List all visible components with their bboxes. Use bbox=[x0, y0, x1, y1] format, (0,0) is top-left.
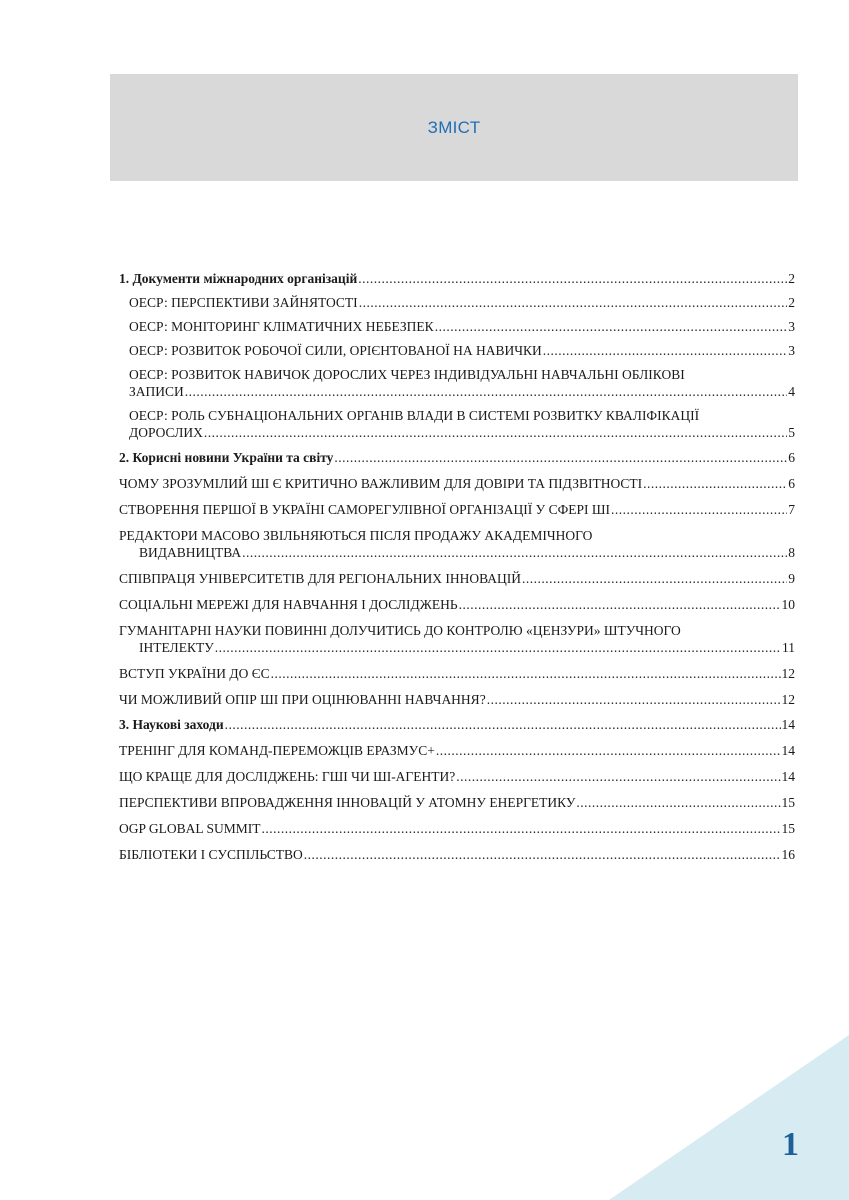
dot-leader bbox=[459, 596, 781, 613]
page-title: ЗМІСТ bbox=[427, 118, 481, 137]
toc-entry[interactable] bbox=[119, 846, 795, 863]
toc-entry[interactable] bbox=[119, 407, 795, 441]
toc-entry-title: ІНТЕЛЕКТУ bbox=[139, 640, 214, 655]
toc-page-number: 4 bbox=[788, 384, 795, 399]
toc-entry-title: СПІВПРАЦЯ УНІВЕРСИТЕТІВ ДЛЯ РЕГІОНАЛЬНИХ ІННОВАЦІЙ bbox=[119, 571, 521, 586]
dot-leader bbox=[436, 742, 781, 759]
toc-page-number: 15 bbox=[781, 795, 795, 810]
toc-entry-title: СОЦІАЛЬНІ МЕРЕЖІ ДЛЯ НАВЧАННЯ І ДОСЛІДЖЕНЬ bbox=[119, 597, 458, 612]
toc-entry-title: OGP GLOBAL SUMMIT bbox=[119, 821, 261, 836]
toc-entry-title: ТРЕНІНГ ДЛЯ КОМАНД-ПЕРЕМОЖЦІВ ЕРАЗМУС+ bbox=[119, 743, 435, 758]
toc-entry-title: ЗАПИСИ bbox=[129, 384, 184, 399]
dot-leader bbox=[271, 665, 781, 682]
toc-page-number: 7 bbox=[788, 502, 795, 517]
toc-entry-title: ЧИ МОЖЛИВИЙ ОПІР ШІ ПРИ ОЦІНЮВАННІ НАВЧАННЯ? bbox=[119, 692, 486, 707]
toc-page-number: 6 bbox=[788, 450, 795, 465]
toc-entry-title: ОЕСР: ПЕРСПЕКТИВИ ЗАЙНЯТОСТІ bbox=[129, 295, 358, 310]
dot-leader bbox=[304, 846, 781, 863]
toc-entry-title: ЧОМУ ЗРОЗУМІЛИЙ ШІ Є КРИТИЧНО ВАЖЛИВИМ ДЛЯ ДОВІРИ ТА ПІДЗВІТНОСТІ bbox=[119, 476, 643, 491]
dot-leader bbox=[522, 570, 787, 587]
toc-entry[interactable] bbox=[119, 342, 795, 359]
toc-entry-title: ОЕСР: РОЗВИТОК РОБОЧОЇ СИЛИ, ОРІЄНТОВАНОЇ НА НАВИЧКИ bbox=[129, 343, 542, 358]
toc-entry[interactable] bbox=[119, 691, 795, 708]
toc-entry[interactable] bbox=[119, 449, 795, 466]
toc-page-number: 15 bbox=[781, 821, 795, 836]
toc-page-number: 9 bbox=[788, 571, 795, 586]
dot-leader bbox=[611, 501, 787, 518]
toc-entry[interactable] bbox=[119, 475, 795, 492]
toc-entry[interactable] bbox=[119, 768, 795, 785]
dot-leader bbox=[334, 449, 787, 466]
toc-entry[interactable] bbox=[119, 596, 795, 613]
toc-page-number: 3 bbox=[788, 319, 795, 334]
dot-leader bbox=[456, 768, 780, 785]
toc-page-number: 14 bbox=[781, 717, 795, 732]
toc-entry[interactable] bbox=[119, 570, 795, 587]
toc-entry-title: ВСТУП УКРАЇНИ ДО ЄС bbox=[119, 666, 270, 681]
dot-leader bbox=[487, 691, 781, 708]
dot-leader bbox=[643, 475, 787, 492]
toc-entry-title: ПЕРСПЕКТИВИ ВПРОВАДЖЕННЯ ІННОВАЦІЙ У АТОМНУ ЕНЕРГЕТИКУ bbox=[119, 795, 576, 810]
toc-entry[interactable] bbox=[119, 665, 795, 682]
dot-leader bbox=[543, 342, 788, 359]
toc-entry-title: ГУМАНІТАРНІ НАУКИ ПОВИННІ ДОЛУЧИТИСЬ ДО КОНТРОЛЮ «ЦЕНЗУРИ» ШТУЧНОГО bbox=[119, 623, 681, 638]
page-number: 1 bbox=[782, 1126, 799, 1163]
toc-entry-title: 3. Наукові заходи bbox=[119, 717, 224, 732]
toc-page-number: 12 bbox=[781, 692, 795, 707]
toc-entry-title: ДОРОСЛИХ bbox=[129, 425, 203, 440]
dot-leader bbox=[215, 639, 781, 656]
toc-page-number: 14 bbox=[781, 769, 795, 784]
toc-entry-title: РЕДАКТОРИ МАСОВО ЗВІЛЬНЯЮТЬСЯ ПІСЛЯ ПРОДАЖУ АКАДЕМІЧНОГО bbox=[119, 528, 593, 543]
toc-entry-title: ОЕСР: РОЗВИТОК НАВИЧОК ДОРОСЛИХ ЧЕРЕЗ ІНДИВІДУАЛЬНІ НАВЧАЛЬНІ ОБЛІКОВІ bbox=[129, 367, 685, 382]
toc-entry[interactable] bbox=[119, 622, 795, 656]
toc-entry[interactable] bbox=[119, 294, 795, 311]
dot-leader bbox=[576, 794, 780, 811]
toc-entry[interactable] bbox=[119, 716, 795, 733]
toc-page-number: 6 bbox=[788, 476, 795, 491]
toc-entry-title: ЩО КРАЩЕ ДЛЯ ДОСЛІДЖЕНЬ: ГШІ ЧИ ШІ-АГЕНТИ? bbox=[119, 769, 456, 784]
toc-entry-title: ОЕСР: РОЛЬ СУБНАЦІОНАЛЬНИХ ОРГАНІВ ВЛАДИ В СИСТЕМІ РОЗВИТКУ КВАЛІФІКАЦІЇ bbox=[129, 408, 700, 423]
toc-page-number: 10 bbox=[781, 597, 795, 612]
toc-entry[interactable] bbox=[119, 270, 795, 287]
toc-entry[interactable] bbox=[119, 794, 795, 811]
toc-entry[interactable] bbox=[119, 820, 795, 837]
dot-leader bbox=[358, 270, 787, 287]
corner-decoration bbox=[609, 1035, 849, 1200]
toc-page-number: 11 bbox=[782, 640, 795, 655]
toc-page-number: 16 bbox=[781, 847, 795, 862]
toc-entry-title: 1. Документи міжнародних організацій bbox=[119, 271, 358, 286]
toc-page-number: 14 bbox=[781, 743, 795, 758]
dot-leader bbox=[359, 294, 788, 311]
dot-leader bbox=[185, 383, 787, 400]
toc-entry-title: БІБЛІОТЕКИ І СУСПІЛЬСТВО bbox=[119, 847, 303, 862]
dot-leader bbox=[242, 544, 787, 561]
toc-page-number: 12 bbox=[781, 666, 795, 681]
toc-page-number: 2 bbox=[788, 271, 795, 286]
toc-page-number: 3 bbox=[788, 343, 795, 358]
toc-page-number: 2 bbox=[788, 295, 795, 310]
toc-entry-title: 2. Корисні новини України та світу bbox=[119, 450, 334, 465]
dot-leader bbox=[225, 716, 781, 733]
table-of-contents bbox=[119, 270, 795, 863]
toc-entry[interactable] bbox=[119, 318, 795, 335]
toc-entry-title: ВИДАВНИЦТВА bbox=[139, 545, 242, 560]
dot-leader bbox=[262, 820, 781, 837]
toc-entry-title: ОЕСР: МОНІТОРИНГ КЛІМАТИЧНИХ НЕБЕЗПЕК bbox=[129, 319, 434, 334]
toc-entry[interactable] bbox=[119, 527, 795, 561]
toc-entry-title: СТВОРЕННЯ ПЕРШОЇ В УКРАЇНІ САМОРЕГУЛІВНОЇ ОРГАНІЗАЦІЇ У СФЕРІ ШІ bbox=[119, 502, 610, 517]
toc-entry[interactable] bbox=[119, 366, 795, 400]
toc-page-number: 8 bbox=[788, 545, 795, 560]
dot-leader bbox=[204, 424, 787, 441]
toc-entry[interactable] bbox=[119, 501, 795, 518]
toc-page-number: 5 bbox=[788, 425, 795, 440]
header-band bbox=[110, 74, 798, 181]
dot-leader bbox=[435, 318, 788, 335]
toc-entry[interactable] bbox=[119, 742, 795, 759]
